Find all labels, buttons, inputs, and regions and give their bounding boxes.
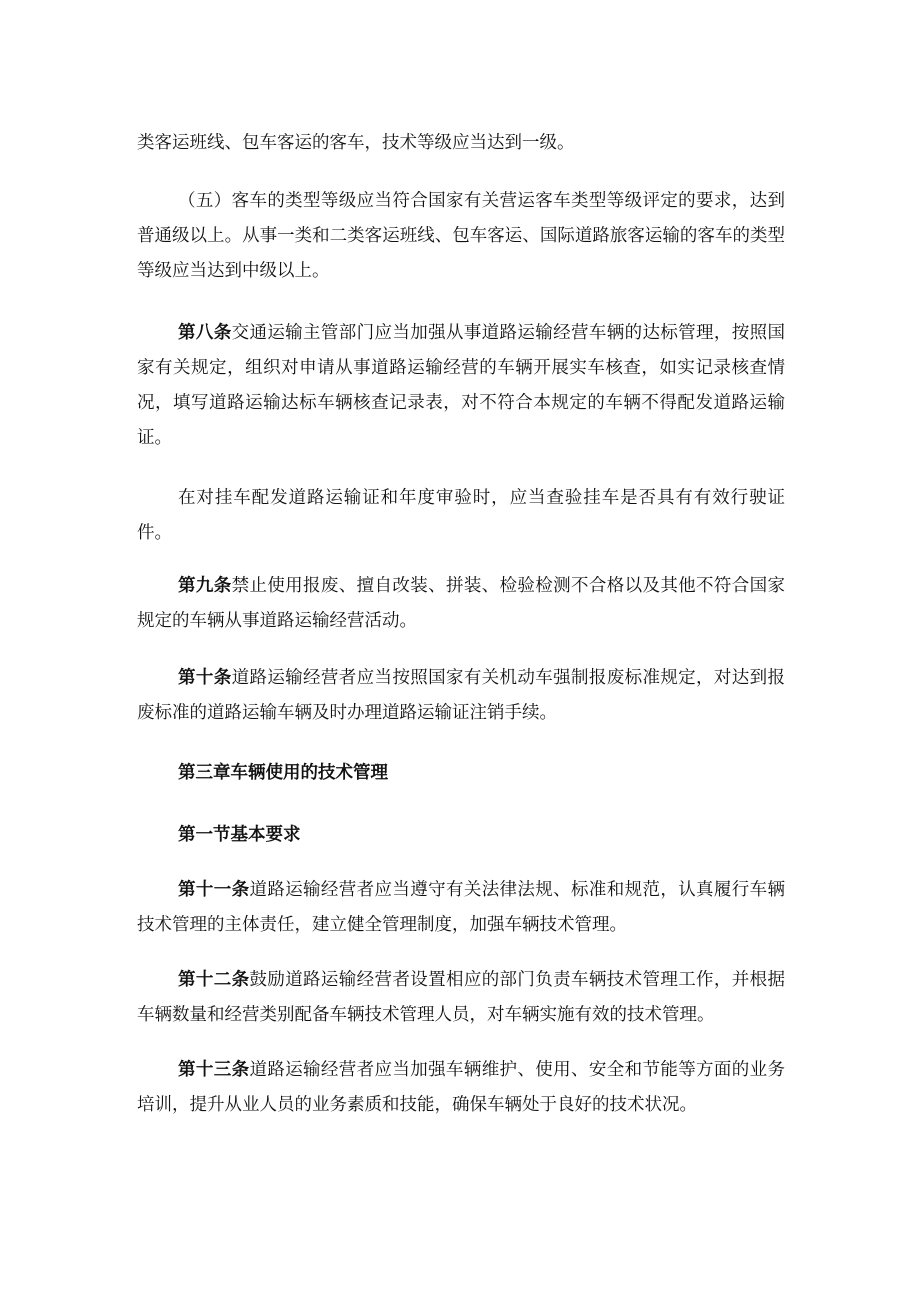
article-number: 第九条 <box>178 576 232 596</box>
article-number: 第十三条 <box>178 1060 250 1080</box>
article-13 <box>137 1053 785 1123</box>
article-text: 交通运输主管部门应当加强从事道路运输经营车辆的达标管理，按照国家有关规定，组织对申请从事道路运输经营的车辆开展实车核查，如实记录核查情况，填写道路运输达标车辆核查记录表，对不符合本规定的车辆不得配发道路运输证。 <box>137 323 786 448</box>
article-8 <box>137 316 785 456</box>
article-number: 第十二条 <box>178 970 250 990</box>
section-title: 第一节基本要求 <box>178 825 301 845</box>
article-8-paragraph-2 <box>137 481 785 551</box>
paragraph-text: 类客运班线、包车客运的客车，技术等级应当达到一级。 <box>137 133 575 153</box>
chapter-title: 第三章车辆使用的技术管理 <box>178 763 388 783</box>
paragraph-item-5 <box>137 184 785 289</box>
article-12 <box>137 963 785 1033</box>
paragraph-continuation <box>137 126 785 161</box>
article-9 <box>137 569 785 639</box>
article-number: 第八条 <box>178 323 232 343</box>
article-10 <box>137 661 785 731</box>
article-text: 道路运输经营者应当按照国家有关机动车强制报废标准规定，对达到报废标准的道路运输车辆及时办理道路运输证注销手续。 <box>137 668 786 723</box>
chapter-heading <box>137 756 785 791</box>
article-text: 鼓励道路运输经营者设置相应的部门负责车辆技术管理工作，并根据车辆数量和经营类别配备车辆技术管理人员，对车辆实施有效的技术管理。 <box>137 970 786 1025</box>
paragraph-text: 在对挂车配发道路运输证和年度审验时，应当查验挂车是否具有有效行驶证件。 <box>137 488 785 543</box>
article-text: 道路运输经营者应当加强车辆维护、使用、安全和节能等方面的业务培训，提升从业人员的业务素质和技能，确保车辆处于良好的技术状况。 <box>137 1060 786 1115</box>
paragraph-text: （五）客车的类型等级应当符合国家有关营运客车类型等级评定的要求，达到普通级以上。从事一类和二类客运班线、包车客运、国际道路旅客运输的客车的类型等级应当达到中级以上。 <box>137 191 785 281</box>
section-heading <box>137 818 785 853</box>
article-number: 第十条 <box>178 668 232 688</box>
article-number: 第十一条 <box>178 880 250 900</box>
article-11 <box>137 873 785 943</box>
article-text: 道路运输经营者应当遵守有关法律法规、标准和规范，认真履行车辆技术管理的主体责任，建立健全管理制度，加强车辆技术管理。 <box>137 880 786 935</box>
article-text: 禁止使用报废、擅自改装、拼装、检验检测不合格以及其他不符合国家规定的车辆从事道路运输经营活动。 <box>137 576 786 631</box>
